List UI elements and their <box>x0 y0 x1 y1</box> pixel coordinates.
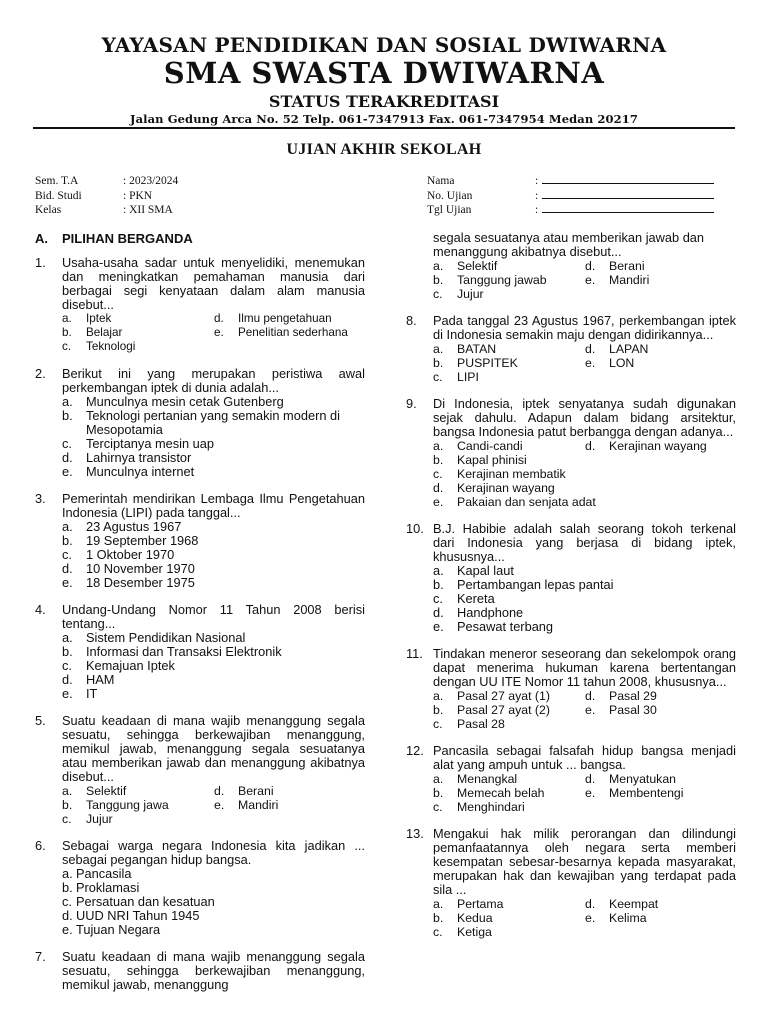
question-stem: Suatu keadaan di mana wajib menanggung segala sesuatu, sehingga berkewajiban menanggung, memikul jawab, menanggung <box>62 949 365 992</box>
option-e[interactable]: e. IT <box>62 686 98 701</box>
option-d[interactable]: d. Kerajinan wayang <box>433 481 555 495</box>
option-b[interactable]: b. Teknologi pertanian yang semakin modern di Mesopotamia <box>62 408 340 437</box>
header-divider <box>33 127 735 129</box>
question-number: 8. <box>406 313 417 328</box>
question-number: 1. <box>35 255 46 270</box>
info-label: No. Ujian <box>427 189 473 202</box>
info-value: : PKN <box>123 189 153 202</box>
option-e[interactable]: e. Penelitian sederhana <box>214 326 348 339</box>
questions-right-column <box>406 231 736 952</box>
info-value: : <box>535 204 539 216</box>
option-e[interactable]: e. Munculnya internet <box>62 464 195 479</box>
option-a[interactable]: a. Candi-candi <box>433 439 523 453</box>
info-value: : <box>535 189 539 202</box>
info-value: : <box>535 175 539 187</box>
option-c[interactable]: c. Menghindari <box>433 800 525 814</box>
option-c[interactable]: c. Kerajinan membatik <box>433 467 566 481</box>
option-d[interactable]: d. Handphone <box>433 605 524 620</box>
option-c[interactable]: c. Jujur <box>433 287 484 301</box>
section-name: PILIHAN BERGANDA <box>62 231 193 246</box>
question-stem: B.J. Habibie adalah salah seorang tokoh terkenal dari Indonesia yang berjasa di bidang iptek, khususnya... <box>433 521 736 564</box>
option-d[interactable]: d. Menyatukan <box>585 772 676 786</box>
school-name: SMA SWASTA DWIWARNA <box>163 56 605 90</box>
option-d-inline[interactable]: d. Kerajinan wayang <box>585 439 707 453</box>
option-c[interactable]: c. LIPI <box>433 370 479 384</box>
option-b[interactable]: b. PUSPITEK <box>433 356 518 370</box>
foundation-name: YAYASAN PENDIDIKAN DAN SOSIAL DWIWARNA <box>101 33 667 57</box>
option-e[interactable]: e. Pakaian dan senjata adat <box>433 495 596 509</box>
question-stem: Pemerintah mendirikan Lembaga Ilmu Pengetahuan Indonesia (LIPI) pada tanggal... <box>62 491 365 520</box>
option-c[interactable]: c. 1 Oktober 1970 <box>62 547 175 562</box>
question-2 <box>35 367 365 479</box>
option-a[interactable]: a. 23 Agustus 1967 <box>62 519 182 534</box>
option-e[interactable]: e. Mandiri <box>585 273 650 287</box>
option-b[interactable]: b. Pasal 27 ayat (2) <box>433 703 550 717</box>
option-b[interactable]: b. Kedua <box>433 911 493 925</box>
question-stem: Berikut ini yang merupakan peristiwa awal perkembangan iptek di dunia adalah... <box>62 366 365 395</box>
option-c[interactable]: c. Terciptanya mesin uap <box>62 436 215 451</box>
question-number: 12. <box>406 743 424 758</box>
info-label: Sem. T.A <box>35 175 79 187</box>
option-c[interactable]: c. Teknologi <box>62 340 136 353</box>
option-d[interactable]: d. LAPAN <box>585 342 649 356</box>
question-stem: Sebagai warga negara Indonesia kita jadikan ... sebagai pegangan hidup bangsa. <box>62 838 365 867</box>
option-a[interactable]: a. BATAN <box>433 342 497 356</box>
option-a[interactable]: a. Pancasila <box>62 866 132 881</box>
option-b[interactable]: b. 19 September 1968 <box>62 533 199 548</box>
section-letter: A. <box>35 231 48 246</box>
option-d[interactable]: d. 10 November 1970 <box>62 561 195 576</box>
option-a[interactable]: a. Iptek <box>62 312 112 325</box>
option-c[interactable]: c. Pasal 28 <box>433 717 505 731</box>
option-b[interactable]: b. Memecah belah <box>433 786 545 800</box>
option-b[interactable]: b. Pertambangan lepas pantai <box>433 577 614 592</box>
info-value: : XII SMA <box>123 204 173 216</box>
question-number: 5. <box>35 713 46 728</box>
option-e[interactable]: e. Pasal 30 <box>585 703 657 717</box>
option-c[interactable]: c. Kemajuan Iptek <box>62 658 175 673</box>
info-label: Kelas <box>35 204 62 216</box>
question-5 <box>35 714 365 826</box>
option-e[interactable]: e. Mandiri <box>214 798 279 812</box>
question-number: 9. <box>406 396 417 411</box>
question-number: 6. <box>35 838 46 853</box>
question-7 <box>35 950 365 992</box>
info-label: Bid. Studi <box>35 189 82 202</box>
question-12 <box>406 744 736 814</box>
option-b[interactable]: b. Informasi dan Transaksi Elektronik <box>62 644 282 659</box>
school-address: Jalan Gedung Arca No. 52 Telp. 061-7347913 Fax. 061-7347954 Medan 20217 <box>130 112 638 126</box>
option-c[interactable]: c. Kereta <box>433 591 495 606</box>
question-stem: Mengakui hak milik perorangan dan dilindungi pemanfaatannya oleh negara serta memberi kesempatan sebesar-besarnya kepada masyarakat, merupakan hak dan kewajiban yang terdapat pada sila ... <box>433 826 736 897</box>
option-b[interactable]: b. Belajar <box>62 326 123 339</box>
option-d[interactable]: d. Berani <box>585 259 645 273</box>
option-a[interactable]: a. Kapal laut <box>433 563 514 578</box>
question-number: 11. <box>406 646 423 661</box>
info-label: Tgl Ujian <box>427 204 472 216</box>
question-number: 4. <box>35 602 46 617</box>
option-e[interactable]: e. LON <box>585 356 635 370</box>
option-d[interactable]: d. Pasal 29 <box>585 689 657 703</box>
option-a[interactable]: a. Selektif <box>433 259 498 273</box>
option-d[interactable]: d. UUD NRI Tahun 1945 <box>62 908 200 923</box>
question-stem: segala sesuatanya atau memberikan jawab dan menanggung akibatnya disebut... <box>433 230 705 259</box>
question-10 <box>406 522 736 634</box>
option-a[interactable]: a. Pertama <box>433 897 504 911</box>
option-a[interactable]: a. Sistem Pendidikan Nasional <box>62 630 246 645</box>
name-blank-line[interactable] <box>542 174 714 184</box>
question-1 <box>35 256 365 354</box>
question-11 <box>406 647 736 731</box>
question-number: 3. <box>35 491 46 506</box>
option-e[interactable]: e. 18 Desember 1975 <box>62 575 195 590</box>
accreditation-status: STATUS TERAKREDITASI <box>268 92 500 111</box>
option-d[interactable]: d. Ilmu pengetahuan <box>214 312 332 325</box>
option-b[interactable]: b. Tanggung jawab <box>433 273 547 287</box>
exam-info-left <box>35 174 335 220</box>
option-b[interactable]: b. Proklamasi <box>62 880 140 895</box>
question-stem: Undang-Undang Nomor 11 Tahun 2008 berisi tentang... <box>62 602 365 631</box>
option-d[interactable]: d. Keempat <box>585 897 659 911</box>
question-8 <box>406 314 736 384</box>
exam-info-right <box>427 174 727 220</box>
question-4 <box>35 603 365 701</box>
option-a[interactable]: a. Pasal 27 ayat (1) <box>433 689 550 703</box>
info-label: Nama <box>427 175 455 187</box>
option-d[interactable]: d. Lahirnya transistor <box>62 450 192 465</box>
section-title <box>35 232 365 246</box>
question-stem: Suatu keadaan di mana wajib menanggung segala sesuatu, sehingga berkewajiban menanggung, memikul jawab, menanggung segala sesuatanya atau memberikan jawab dan menanggung akibatnya disebut... <box>62 713 365 784</box>
option-a[interactable]: a. Munculnya mesin cetak Gutenberg <box>62 394 284 409</box>
option-e[interactable]: e. Tujuan Negara <box>62 922 161 937</box>
question-stem: Tindakan meneror seseorang dan sekelompok orang dapat menerima hukuman karena bertentangan dengan UU ITE Nomor 11 tahun 2008, khususnya... <box>433 646 736 689</box>
option-c[interactable]: c. Persatuan dan kesatuan <box>62 894 215 909</box>
question-stem: Usaha-usaha sadar untuk menyelidiki, menemukan dan meningkatkan pemahaman manusia dari berbagai segi kenyataan dalam alam manusia disebut... <box>62 255 365 312</box>
option-e[interactable]: e. Pesawat terbang <box>433 619 554 634</box>
questions-left-column <box>35 232 365 1005</box>
question-stem: Di Indonesia, iptek senyatanya sudah digunakan sejak dahulu. Adapun dalam bidang arsitektur, bangsa Indonesia patut berbangga dengan adanya... <box>433 396 736 439</box>
question-6 <box>35 839 365 937</box>
question-number: 2. <box>35 366 46 381</box>
question-9 <box>406 397 736 509</box>
option-e[interactable]: e. Membentengi <box>585 786 684 800</box>
question-7-continued <box>406 231 736 301</box>
option-c[interactable]: c. Jujur <box>62 812 113 826</box>
option-c[interactable]: c. Ketiga <box>433 925 492 939</box>
question-3 <box>35 492 365 590</box>
option-d[interactable]: d. Berani <box>214 784 274 798</box>
question-13 <box>406 827 736 939</box>
exam-date-blank-line[interactable] <box>542 203 714 213</box>
question-number: 10. <box>406 521 424 536</box>
question-number: 7. <box>35 949 46 964</box>
option-e[interactable]: e. Kelima <box>585 911 647 925</box>
option-a[interactable]: a. Selektif <box>62 784 127 798</box>
option-a[interactable]: a. Menangkal <box>433 772 518 786</box>
question-number: 13. <box>406 826 424 841</box>
exam-title: UJIAN AKHIR SEKOLAH <box>286 141 482 158</box>
question-stem: Pada tanggal 23 Agustus 1967, perkembangan iptek di Indonesia semakin maju dengan didirikannya... <box>433 313 736 342</box>
exam-number-blank-line[interactable] <box>542 189 714 199</box>
info-value: : 2023/2024 <box>123 175 179 187</box>
option-b[interactable]: b. Tanggung jawa <box>62 798 169 812</box>
question-stem: Pancasila sebagai falsafah hidup bangsa menjadi alat yang ampuh untuk ... bangsa. <box>433 743 736 772</box>
option-d[interactable]: d. HAM <box>62 672 115 687</box>
option-b[interactable]: b. Kapal phinisi <box>433 453 527 467</box>
